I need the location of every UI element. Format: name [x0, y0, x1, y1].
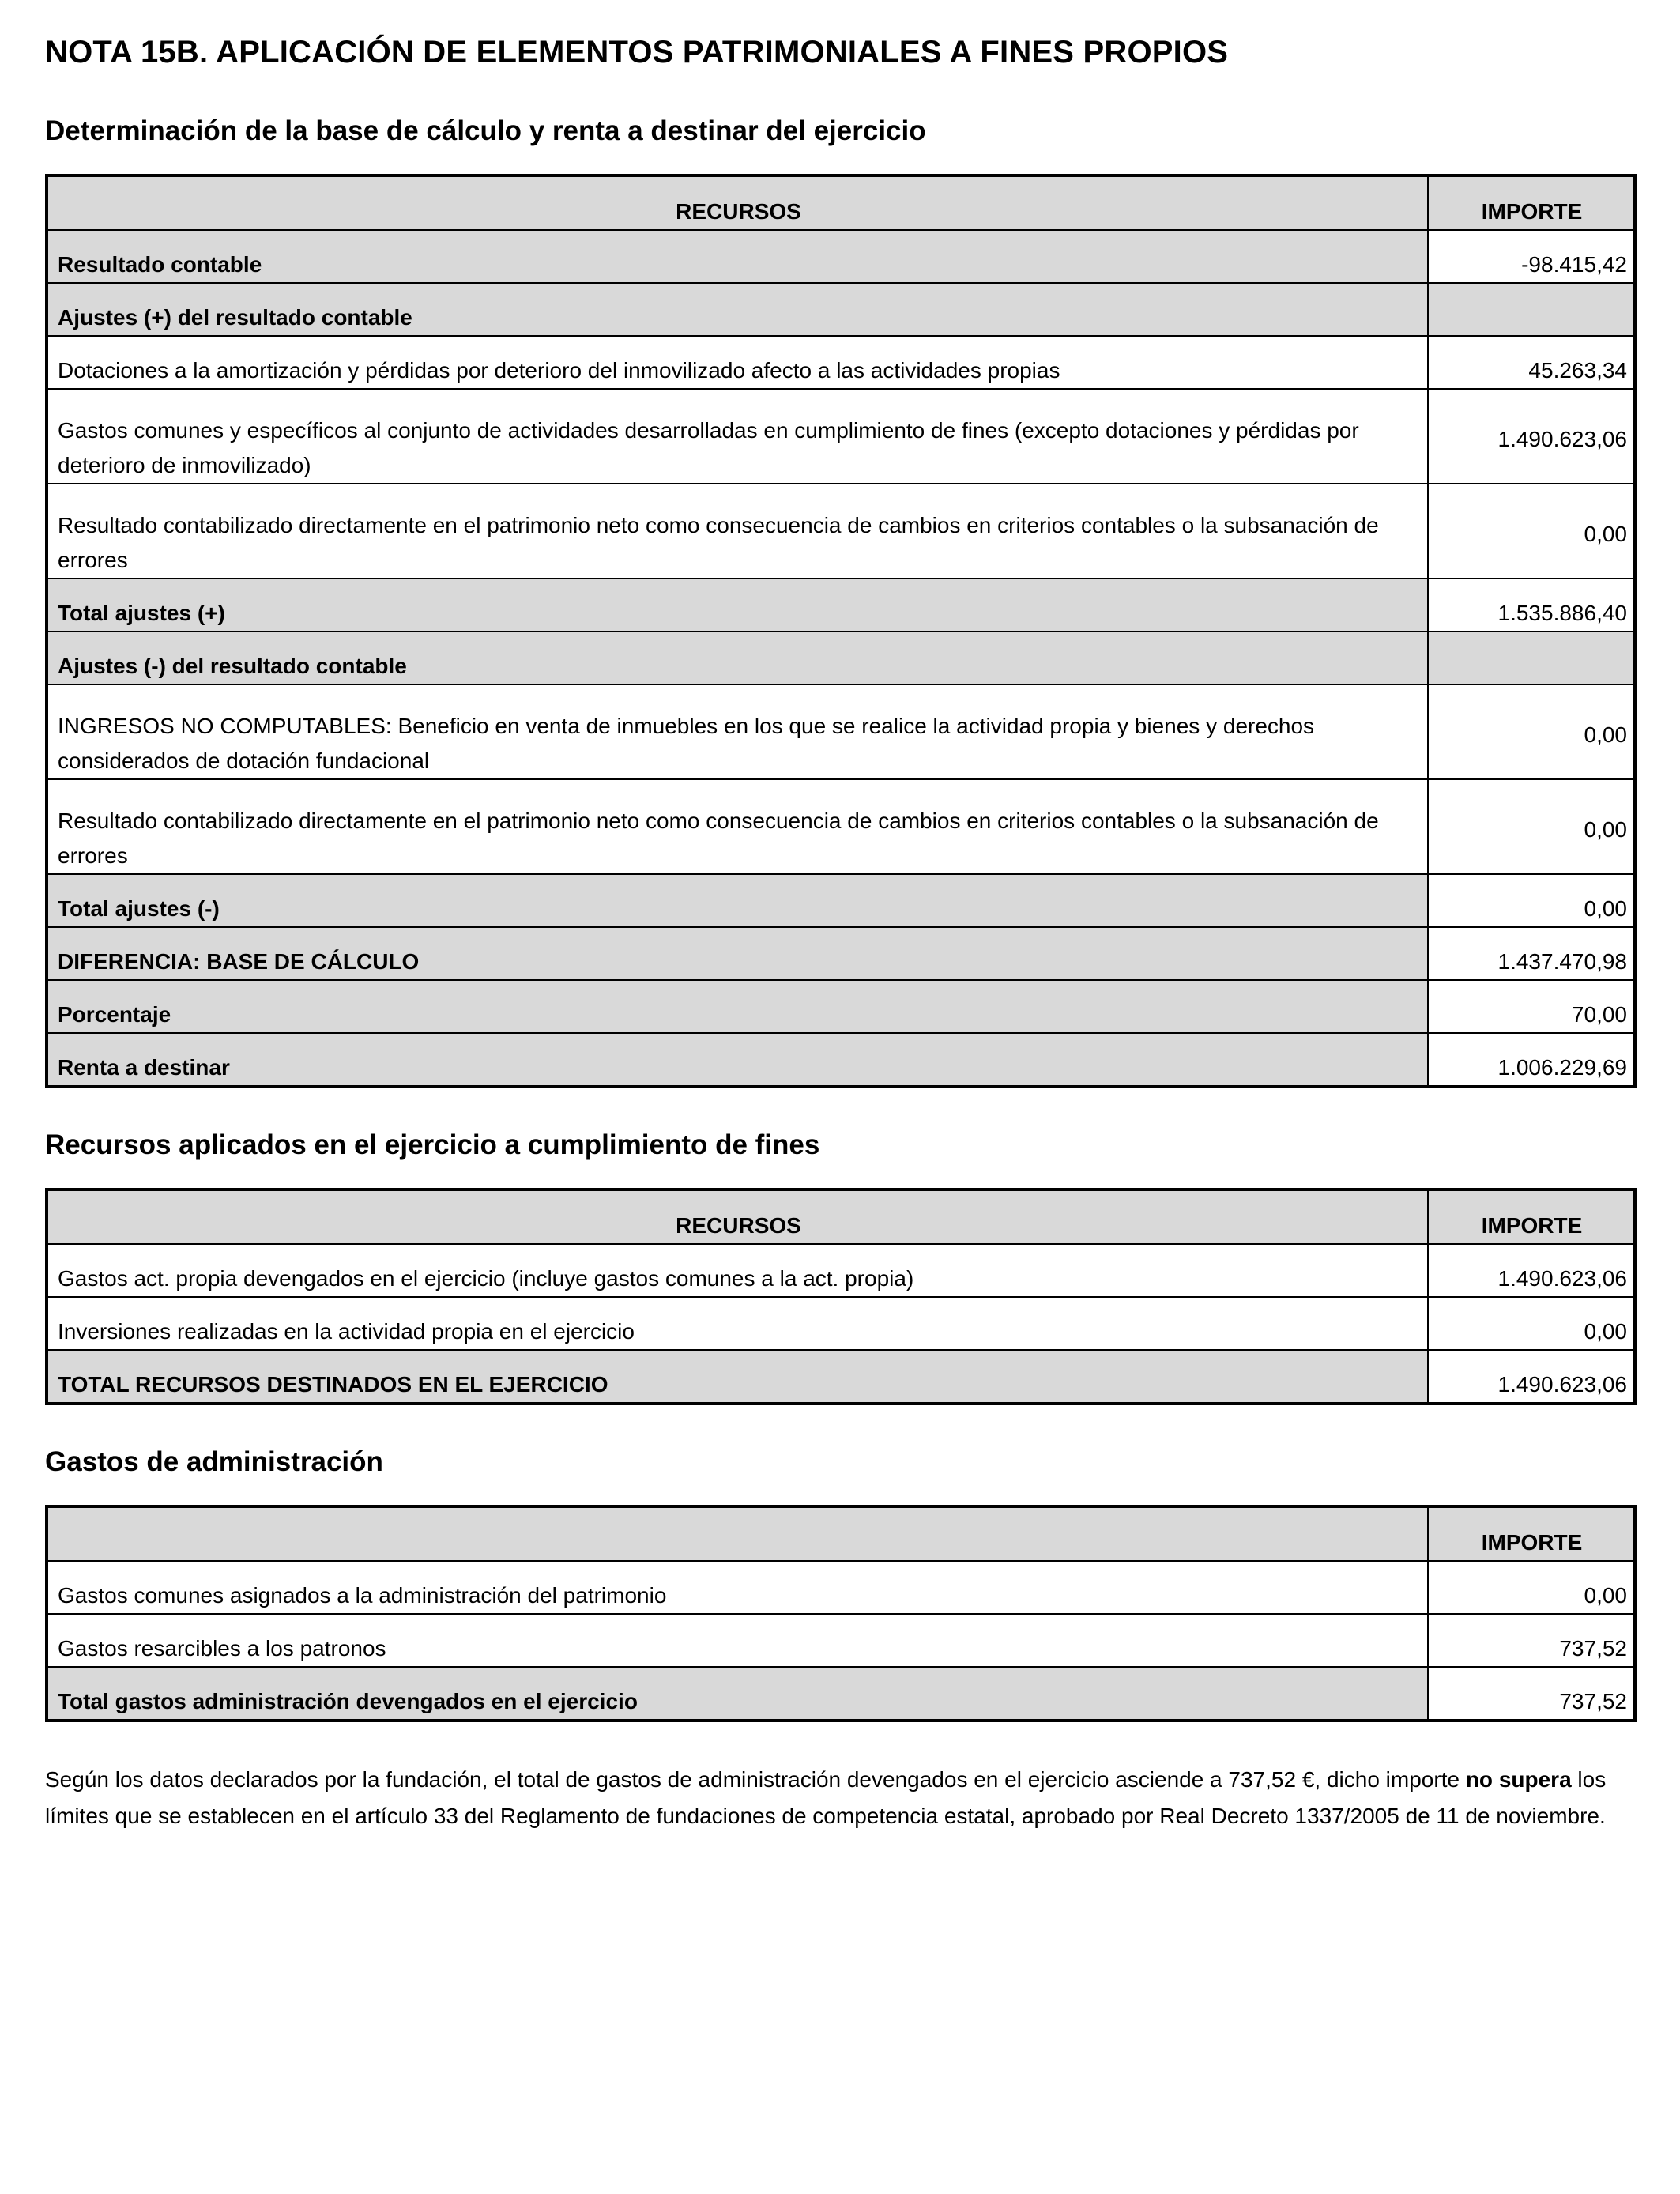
row-label: Total ajustes (-)	[47, 874, 1428, 927]
table-row	[47, 1033, 1635, 1087]
table-row	[47, 230, 1635, 283]
row-label: Resultado contabilizado directamente en el patrimonio neto como consecuencia de cambios en criterios contables o la subsanación de errores	[47, 484, 1428, 579]
header-recursos: RECURSOS	[47, 1189, 1428, 1244]
table-row	[47, 484, 1635, 579]
gastos-administracion-table	[45, 1505, 1637, 1722]
row-label: Ajustes (+) del resultado contable	[47, 283, 1428, 336]
row-label: Dotaciones a la amortización y pérdidas por deterioro del inmovilizado afecto a las actividades propias	[47, 336, 1428, 389]
page-title: NOTA 15B. APLICACIÓN DE ELEMENTOS PATRIMONIALES A FINES PROPIOS	[45, 35, 1229, 70]
closing-note	[45, 1762, 1633, 1834]
row-amount: -98.415,42	[1428, 230, 1635, 283]
table-row	[47, 283, 1635, 336]
table-row	[47, 1561, 1635, 1614]
table-header-row	[47, 1506, 1635, 1561]
row-amount: 0,00	[1428, 779, 1635, 874]
row-amount: 1.437.470,98	[1428, 927, 1635, 980]
section-heading-recursos-aplicados: Recursos aplicados en el ejercicio a cumplimiento de fines	[45, 1129, 820, 1160]
row-label: Porcentaje	[47, 980, 1428, 1033]
table-header-row	[47, 175, 1635, 230]
row-label: Total gastos administración devengados en el ejercicio	[47, 1667, 1428, 1721]
row-amount	[1428, 631, 1635, 684]
section-heading-gastos-administracion: Gastos de administración	[45, 1446, 383, 1477]
row-label: Gastos comunes asignados a la administración del patrimonio	[47, 1561, 1428, 1614]
header-importe: IMPORTE	[1428, 1189, 1635, 1244]
table-row	[47, 1614, 1635, 1667]
row-label: Renta a destinar	[47, 1033, 1428, 1087]
note-text-part2: los límites que se establecen en el artículo 33 del Reglamento de fundaciones de competencia estatal, aprobado por Real Decreto 1337/2005 de 11 de noviembre.	[45, 1767, 1607, 1828]
note-text-part1: Según los datos declarados por la fundación, el total de gastos de administración devengados en el ejercicio asciende a 737,52 €, dicho importe	[45, 1767, 1466, 1792]
row-amount: 737,52	[1428, 1667, 1635, 1721]
row-amount: 1.006.229,69	[1428, 1033, 1635, 1087]
row-label: Gastos resarcibles a los patronos	[47, 1614, 1428, 1667]
header-recursos: RECURSOS	[47, 175, 1428, 230]
base-calculo-table	[45, 174, 1637, 1088]
table-row	[47, 579, 1635, 631]
table-row	[47, 1667, 1635, 1721]
row-amount: 0,00	[1428, 684, 1635, 779]
table-row	[47, 336, 1635, 389]
row-label: Total ajustes (+)	[47, 579, 1428, 631]
row-label: INGRESOS NO COMPUTABLES: Beneficio en venta de inmuebles en los que se realice la actividad propia y bienes y derechos considerados de dotación fundacional	[47, 684, 1428, 779]
row-amount: 0,00	[1428, 484, 1635, 579]
table-row	[47, 1350, 1635, 1404]
note-text-bold: no supera	[1465, 1767, 1572, 1792]
header-importe: IMPORTE	[1428, 1506, 1635, 1561]
table-row	[47, 1297, 1635, 1350]
row-amount: 1.535.886,40	[1428, 579, 1635, 631]
section-heading-base-calculo: Determinación de la base de cálculo y renta a destinar del ejercicio	[45, 115, 926, 146]
row-amount: 1.490.623,06	[1428, 1244, 1635, 1297]
table-row	[47, 927, 1635, 980]
table-row	[47, 631, 1635, 684]
row-label: Ajustes (-) del resultado contable	[47, 631, 1428, 684]
table-row	[47, 980, 1635, 1033]
row-amount: 0,00	[1428, 874, 1635, 927]
row-label: Gastos comunes y específicos al conjunto de actividades desarrolladas en cumplimiento de fines (excepto dotaciones y pérdidas por deterioro de inmovilizado)	[47, 389, 1428, 484]
table-row	[47, 874, 1635, 927]
header-blank	[47, 1506, 1428, 1561]
header-importe: IMPORTE	[1428, 175, 1635, 230]
table-row	[47, 779, 1635, 874]
table-row	[47, 1244, 1635, 1297]
row-label: Gastos act. propia devengados en el ejercicio (incluye gastos comunes a la act. propia)	[47, 1244, 1428, 1297]
row-amount: 70,00	[1428, 980, 1635, 1033]
document-page	[45, 27, 1633, 1834]
row-label: Resultado contable	[47, 230, 1428, 283]
row-amount: 0,00	[1428, 1561, 1635, 1614]
row-amount: 1.490.623,06	[1428, 389, 1635, 484]
row-amount: 45.263,34	[1428, 336, 1635, 389]
table-row	[47, 389, 1635, 484]
row-amount: 737,52	[1428, 1614, 1635, 1667]
row-amount	[1428, 283, 1635, 336]
row-label: Inversiones realizadas en la actividad propia en el ejercicio	[47, 1297, 1428, 1350]
row-label: Resultado contabilizado directamente en el patrimonio neto como consecuencia de cambios en criterios contables o la subsanación de errores	[47, 779, 1428, 874]
row-label: DIFERENCIA: BASE DE CÁLCULO	[47, 927, 1428, 980]
table-header-row	[47, 1189, 1635, 1244]
row-amount: 0,00	[1428, 1297, 1635, 1350]
row-amount: 1.490.623,06	[1428, 1350, 1635, 1404]
table-row	[47, 684, 1635, 779]
row-label: TOTAL RECURSOS DESTINADOS EN EL EJERCICIO	[47, 1350, 1428, 1404]
recursos-aplicados-table	[45, 1188, 1637, 1405]
